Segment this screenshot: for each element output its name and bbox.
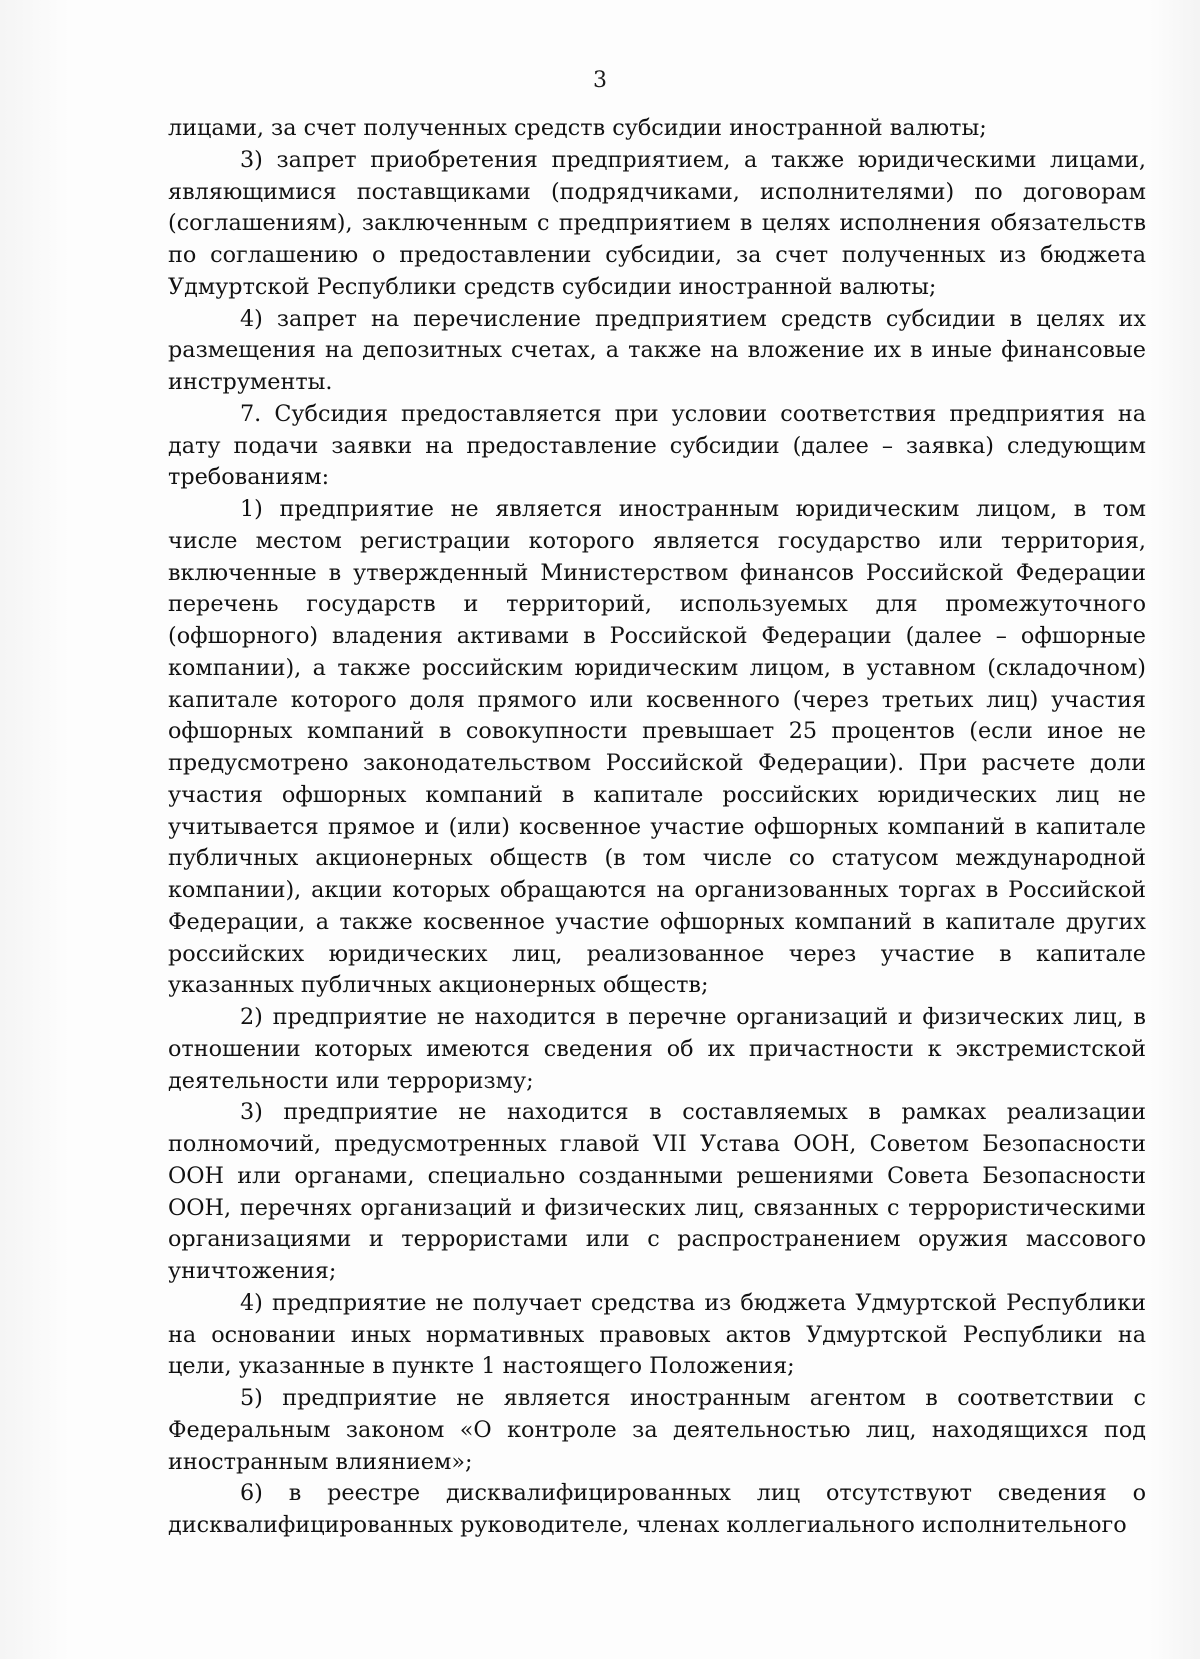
paragraph-item-3-ban-currency: 3) запрет приобретения предприятием, а также юридическими лицами, являющимися поставщиками (подрядчиками, исполнителями) по договорам (соглашениям), заключенным с предприятием в целях исполнения обязательств по соглашению о предоставлении субсидии, за счет полученных из бюджета Удмуртской Республики средств субсидии иностранной валюты; [168, 146, 1146, 300]
paragraph-clause-7: 7. Субсидия предоставляется при условии соответствия предприятия на дату подачи заявки на предоставление субсидии (далее – заявка) следующим требованиям: [168, 400, 1146, 491]
paragraph-requirement-2: 2) предприятие не находится в перечне организаций и физических лиц, в отношении которых имеются сведения об их причастности к экстремистской деятельности или терроризму; [168, 1004, 1146, 1094]
paragraph-requirement-6: 6) в реестре дисквалифицированных лиц отсутствуют сведения о дисквалифицированных руководителе, членах коллегиального исполнительного [168, 1480, 1146, 1538]
paragraph-requirement-5: 5) предприятие не является иностранным агентом в соответствии с Федеральным законом «О контроле за деятельностью лиц, находящихся под иностранным влиянием»; [168, 1385, 1146, 1475]
scan-shadow-right [1150, 0, 1200, 1659]
paragraph-item-4-ban-deposits: 4) запрет на перечисление предприятием средств субсидии в целях их размещения на депозитных счетах, а также на вложение их в иные финансовые инструменты. [168, 305, 1146, 395]
paragraph-continuation: лицами, за счет полученных средств субсидии иностранной валюты; [168, 115, 987, 141]
paragraph-requirement-1: 1) предприятие не является иностранным юридическим лицом, в том числе местом регистрации которого является государство или территория, включенные в утвержденный Министерством финансов Российской Федерации перечень государств и территорий, используемых для промежуточного (офшорного) владения активами в Российской Федерации (далее – офшорные компании), а также российским юридическим лицом, в уставном (складочном) капитале которого доля прямого или косвенного (через третьих лиц) участия офшорных компаний в совокупности превышает 25 процентов (если иное не предусмотрено законодательством Российской Федерации). При расчете доли участия офшорных компаний в капитале российских юридических лиц не учитывается прямое и (или) косвенное участие офшорных компаний в капитале публичных акционерных обществ (в том числе со статусом международной компании), акции которых обращаются на организованных торгах в Российской Федерации, а также косвенное участие офшорных компаний в капитале других российских юридических лиц, реализованное через участие в капитале указанных публичных акционерных обществ; [168, 496, 1146, 999]
document-body [168, 113, 1146, 1542]
paragraph-requirement-3: 3) предприятие не находится в составляемых в рамках реализации полномочий, предусмотренных главой VII Устава ООН, Советом Безопасности ООН или органами, специально созданными решениями Совета Безопасности ООН, перечнях организаций и физических лиц, связанных с террористическими организациями и террористами или с распространением оружия массового уничтожения; [168, 1099, 1146, 1284]
paragraph-requirement-4: 4) предприятие не получает средства из бюджета Удмуртской Республики на основании иных нормативных правовых актов Удмуртской Республики на цели, указанные в пункте 1 настоящего Положения; [168, 1289, 1146, 1380]
scan-shadow-left [0, 0, 70, 1659]
page-number: 3 [593, 68, 607, 93]
